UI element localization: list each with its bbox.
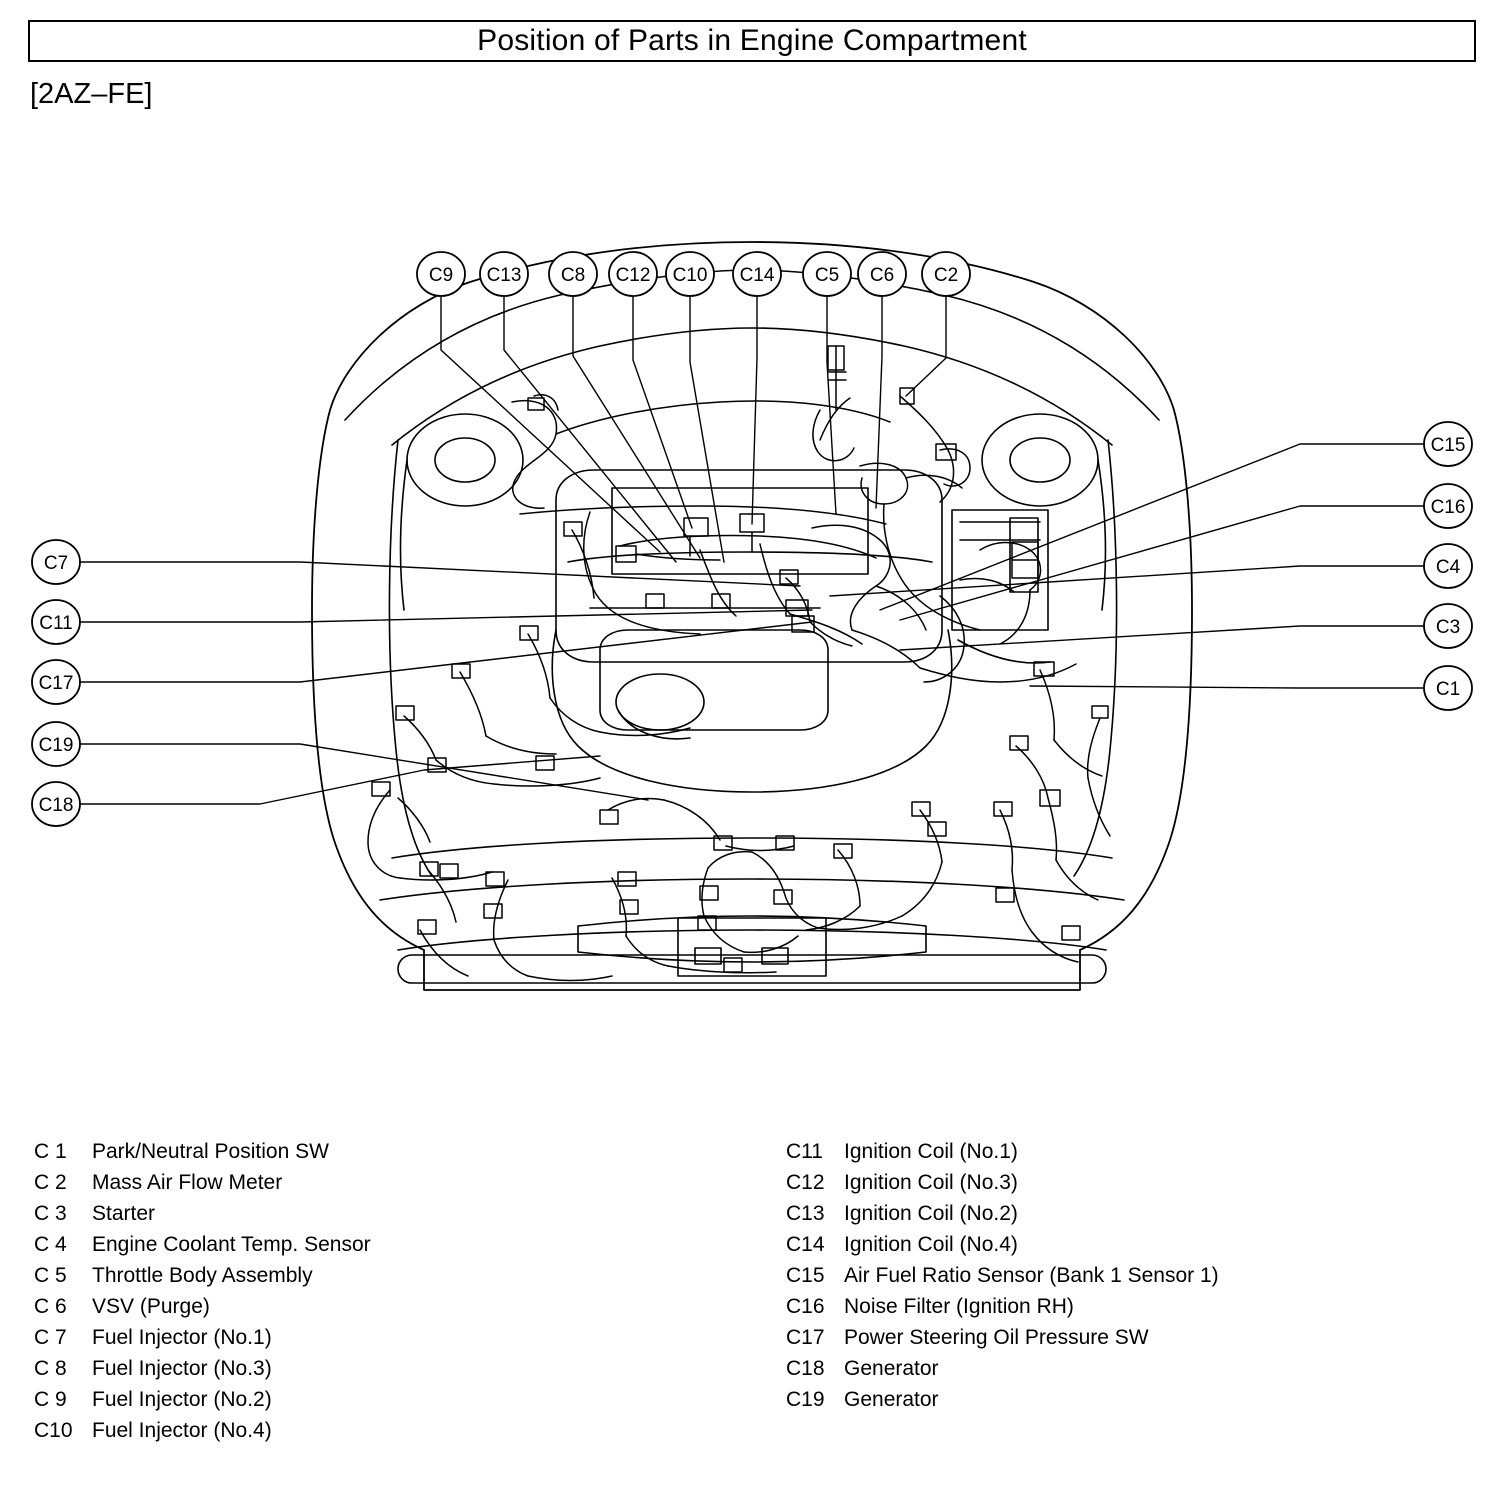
callout-c3[interactable]: C3	[1435, 617, 1461, 638]
legend-item	[786, 1388, 1219, 1419]
legend-code: C18	[786, 1357, 825, 1380]
legend-code: C16	[786, 1295, 825, 1318]
callout-c5[interactable]: C5	[814, 265, 840, 286]
legend-item	[34, 1140, 371, 1171]
callout-c1[interactable]: C1	[1435, 679, 1461, 700]
legend-item	[786, 1357, 1219, 1388]
legend-label: Generator	[844, 1357, 939, 1380]
legend-label: Fuel Injector (No.1)	[92, 1326, 272, 1349]
legend-code: C17	[786, 1326, 825, 1349]
engine-compartment-diagram	[0, 110, 1504, 1040]
legend-item	[34, 1388, 371, 1419]
legend-item	[34, 1264, 371, 1295]
legend-label: Mass Air Flow Meter	[92, 1171, 283, 1194]
legend-item	[34, 1357, 371, 1388]
legend-code: C 9	[34, 1388, 67, 1411]
legend-item	[34, 1419, 371, 1450]
legend-item	[786, 1233, 1219, 1264]
legend-code: C 5	[34, 1264, 67, 1287]
callout-c6[interactable]: C6	[869, 265, 895, 286]
legend-item	[786, 1171, 1219, 1202]
legend-item	[34, 1202, 371, 1233]
callout-c17[interactable]: C17	[38, 673, 74, 694]
callout-c10[interactable]: C10	[672, 265, 708, 286]
legend-label: Ignition Coil (No.4)	[844, 1233, 1018, 1256]
callout-c9[interactable]: C9	[428, 265, 454, 286]
legend-label: Ignition Coil (No.3)	[844, 1171, 1018, 1194]
callout-c15[interactable]: C15	[1430, 435, 1466, 456]
legend-label: Fuel Injector (No.2)	[92, 1388, 272, 1411]
legend-code: C13	[786, 1202, 825, 1225]
legend-item	[34, 1326, 371, 1357]
callout-c16[interactable]: C16	[1430, 497, 1466, 518]
legend-code: C 8	[34, 1357, 67, 1380]
legend-label: Air Fuel Ratio Sensor (Bank 1 Sensor 1)	[844, 1264, 1219, 1287]
legend-label: Ignition Coil (No.1)	[844, 1140, 1018, 1163]
legend-item	[786, 1202, 1219, 1233]
legend-code: C 2	[34, 1171, 67, 1194]
legend-code: C 3	[34, 1202, 67, 1225]
legend-code: C19	[786, 1388, 825, 1411]
legend-label: Starter	[92, 1202, 156, 1225]
legend-code: C14	[786, 1233, 825, 1256]
legend-item	[786, 1264, 1219, 1295]
callout-c12[interactable]: C12	[615, 265, 651, 286]
legend-label: Generator	[844, 1388, 939, 1411]
legend-label: Engine Coolant Temp. Sensor	[92, 1233, 371, 1256]
legend-code: C 4	[34, 1233, 67, 1256]
legend-label: Fuel Injector (No.4)	[92, 1419, 272, 1442]
legend-item	[34, 1233, 371, 1264]
legend-label: Throttle Body Assembly	[92, 1264, 313, 1287]
legend-code: C11	[786, 1140, 823, 1163]
parts-legend	[0, 1140, 1504, 1470]
callout-c14[interactable]: C14	[739, 265, 775, 286]
legend-code: C10	[34, 1419, 73, 1442]
legend-label: Ignition Coil (No.2)	[844, 1202, 1018, 1225]
legend-code: C 6	[34, 1295, 67, 1318]
legend-item	[34, 1295, 371, 1326]
legend-column-left	[34, 1140, 371, 1450]
page-title-bar	[28, 20, 1476, 62]
legend-item	[786, 1295, 1219, 1326]
legend-item	[786, 1140, 1219, 1171]
engine-code-label: [2AZ–FE]	[30, 78, 153, 110]
legend-label: Power Steering Oil Pressure SW	[844, 1326, 1149, 1349]
callout-c7[interactable]: C7	[43, 553, 69, 574]
legend-label: Park/Neutral Position SW	[92, 1140, 329, 1163]
legend-code: C 1	[34, 1140, 67, 1163]
legend-code: C 7	[34, 1326, 67, 1349]
page-title: Position of Parts in Engine Compartment	[477, 24, 1027, 57]
legend-label: Fuel Injector (No.3)	[92, 1357, 272, 1380]
legend-item	[34, 1171, 371, 1202]
callout-c18[interactable]: C18	[38, 795, 74, 816]
callout-c2[interactable]: C2	[933, 265, 959, 286]
legend-item	[786, 1326, 1219, 1357]
callout-c13[interactable]: C13	[486, 265, 522, 286]
legend-label: Noise Filter (Ignition RH)	[844, 1295, 1074, 1318]
legend-label: VSV (Purge)	[92, 1295, 210, 1318]
callout-c8[interactable]: C8	[560, 265, 586, 286]
callout-c11[interactable]: C11	[39, 613, 73, 634]
callout-c4[interactable]: C4	[1435, 557, 1461, 578]
legend-code: C15	[786, 1264, 825, 1287]
legend-column-right	[786, 1140, 1219, 1419]
legend-code: C12	[786, 1171, 825, 1194]
callout-c19[interactable]: C19	[38, 735, 74, 756]
